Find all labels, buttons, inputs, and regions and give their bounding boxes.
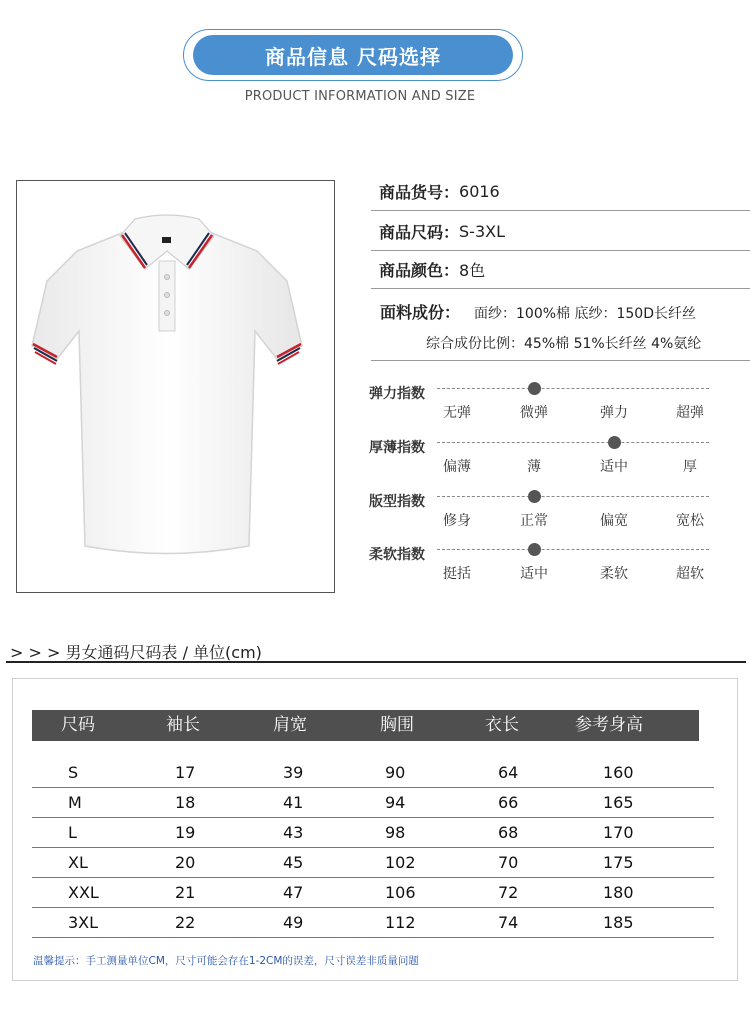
table-cell: 68 (498, 823, 519, 842)
index-label: 版型指数 (369, 494, 425, 510)
fabric-row (380, 300, 696, 323)
table-cell: 66 (498, 793, 519, 812)
table-cell: 20 (175, 853, 196, 872)
composition-value: 综合成份比例：45%棉 51%长纤丝 4%氨纶 (426, 336, 702, 352)
index-option: 超软 (676, 566, 704, 582)
table-cell: 39 (283, 763, 304, 782)
color-value: 8色 (459, 261, 486, 280)
table-row-divider (32, 787, 714, 788)
table-cell: 94 (385, 793, 406, 812)
table-header-cell: 衣长 (485, 715, 519, 735)
index-scale-line (437, 388, 709, 389)
table-cell: 64 (498, 763, 519, 782)
index-option: 偏宽 (600, 513, 628, 529)
table-row-divider (32, 847, 714, 848)
item-number-label: 商品货号： (379, 183, 460, 202)
table-row-divider (32, 877, 714, 878)
size-row (371, 213, 750, 251)
fabric-value: 面纱：100%棉 底纱：150D长纤丝 (474, 306, 696, 322)
table-cell: 17 (175, 763, 196, 782)
index-option: 正常 (520, 513, 548, 529)
table-cell: 49 (283, 913, 304, 932)
table-cell: XXL (68, 883, 99, 902)
index-option: 宽松 (676, 513, 704, 529)
index-label: 厚薄指数 (369, 440, 425, 456)
size-label: 商品尺码： (379, 223, 460, 242)
table-cell: 47 (283, 883, 304, 902)
index-marker (528, 382, 541, 395)
table-header-cell: 肩宽 (273, 715, 307, 735)
table-cell: 18 (175, 793, 196, 812)
color-label: 商品颜色： (379, 261, 460, 280)
index-option: 薄 (527, 459, 541, 475)
index-option: 超弹 (676, 405, 704, 421)
index-label: 弹力指数 (369, 386, 425, 402)
index-marker (528, 543, 541, 556)
index-scale-line (437, 549, 709, 550)
table-cell: 90 (385, 763, 406, 782)
table-cell: 180 (603, 883, 634, 902)
table-header-cell: 尺码 (61, 715, 95, 735)
page-title: 商品信息 尺码选择 (193, 35, 513, 75)
polo-shirt-icon (17, 181, 334, 592)
table-cell: 102 (385, 853, 416, 872)
table-cell: 160 (603, 763, 634, 782)
table-cell: 185 (603, 913, 634, 932)
index-option: 修身 (443, 513, 471, 529)
table-cell: 3XL (68, 913, 99, 932)
index-label: 柔软指数 (369, 547, 425, 563)
index-option: 适中 (520, 566, 548, 582)
table-cell: 72 (498, 883, 519, 902)
index-scale-line (437, 442, 709, 443)
table-cell: 112 (385, 913, 416, 932)
divider (6, 661, 746, 663)
index-marker (528, 490, 541, 503)
table-cell: 45 (283, 853, 304, 872)
table-cell: 19 (175, 823, 196, 842)
divider (371, 360, 750, 361)
table-cell: 175 (603, 853, 634, 872)
table-cell: 41 (283, 793, 304, 812)
table-cell: 74 (498, 913, 519, 932)
table-cell: XL (68, 853, 88, 872)
index-option: 无弹 (443, 405, 471, 421)
item-number-row (371, 173, 750, 211)
fabric-label: 面料成份： (380, 303, 461, 322)
header-pill (183, 29, 523, 81)
index-marker (608, 436, 621, 449)
index-option: 微弹 (520, 405, 548, 421)
table-cell: 70 (498, 853, 519, 872)
table-cell: 170 (603, 823, 634, 842)
item-number-value: 6016 (459, 182, 500, 201)
measurement-note: 温馨提示：手工测量单位CM，尺寸可能会存在1-2CM的误差，尺寸误差非质量问题 (33, 955, 419, 967)
product-image (16, 180, 335, 593)
table-cell: 21 (175, 883, 196, 902)
table-row-divider (32, 907, 714, 908)
color-row (371, 251, 750, 289)
index-option: 弹力 (600, 405, 628, 421)
table-cell: 22 (175, 913, 196, 932)
index-option: 偏薄 (443, 459, 471, 475)
table-header-cell: 袖长 (166, 715, 200, 735)
index-option: 柔软 (600, 566, 628, 582)
table-cell: L (68, 823, 77, 842)
index-scale-line (437, 496, 709, 497)
table-cell: S (68, 763, 79, 782)
table-cell: 165 (603, 793, 634, 812)
table-cell: 98 (385, 823, 406, 842)
table-header-cell: 参考身高 (575, 715, 643, 735)
table-row-divider (32, 937, 714, 938)
table-cell: M (68, 793, 82, 812)
size-value: S-3XL (459, 222, 505, 241)
table-cell: 106 (385, 883, 416, 902)
size-table-title: > > > 男女通码尺码表 / 单位(cm) (10, 643, 262, 662)
table-cell: 43 (283, 823, 304, 842)
index-option: 厚 (683, 459, 697, 475)
index-option: 适中 (600, 459, 628, 475)
index-option: 挺括 (443, 566, 471, 582)
table-header-cell: 胸围 (380, 715, 414, 735)
page-subtitle: PRODUCT INFORMATION AND SIZE (244, 89, 476, 104)
table-row-divider (32, 817, 714, 818)
